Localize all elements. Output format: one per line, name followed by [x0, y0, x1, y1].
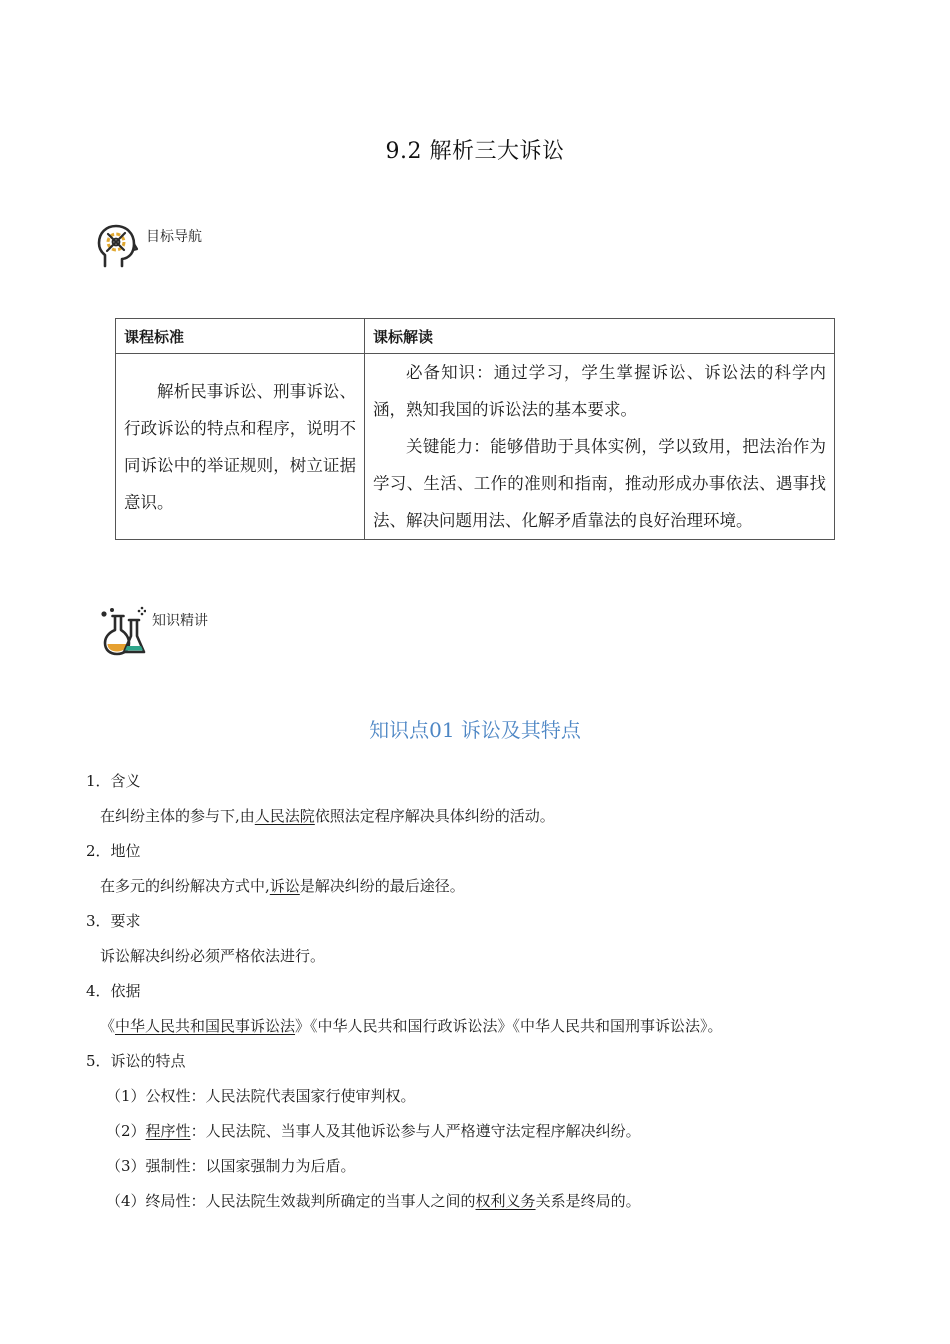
- header-standard-interpretation: 课标解读: [365, 319, 835, 354]
- standards-table: [115, 318, 835, 540]
- table-row: [116, 354, 835, 540]
- text: 依照法定程序解决具体纠纷的活动。: [314, 807, 555, 825]
- text: （2）: [106, 1122, 146, 1140]
- heading-meaning: 1．含义: [86, 772, 141, 790]
- paragraph-meaning: [86, 799, 866, 834]
- heading-features: 5．诉讼的特点: [86, 1052, 186, 1070]
- text: 在纠纷主体的参与下,由: [100, 807, 255, 825]
- section-knowledge-explained: [98, 606, 208, 660]
- page-title: 9.2 解析三大诉讼: [385, 139, 565, 164]
- text: 》《中华人民共和国行政诉讼法》《中华人民共和国刑事诉讼法》。: [295, 1017, 723, 1035]
- feature-item: [86, 1114, 866, 1149]
- text: （4）终局性：人民法院生效裁判所确定的当事人之间的: [106, 1192, 476, 1210]
- underlined-term: 人民法院: [254, 807, 315, 825]
- header-course-standard: 课程标准: [116, 319, 365, 354]
- underlined-term: 程序性: [145, 1122, 191, 1140]
- underlined-term: 权利义务: [475, 1192, 536, 1210]
- underlined-term: 中华人民共和国民事诉讼法: [115, 1017, 296, 1035]
- feature-item: （3）强制性：以国家强制力为后盾。: [106, 1157, 356, 1175]
- paragraph-status: [86, 869, 866, 904]
- course-standard-cell: [116, 354, 365, 540]
- text: 关系是终局的。: [535, 1192, 641, 1210]
- section-goal-navigation: [96, 222, 202, 274]
- interpretation-ability: 关键能力：能够借助于具体实例，学以致用，把法治作为学习、生活、工作的准则和指南，推动形成办事依法、遇事找法、解决问题用法、化解矛盾靠法的良好治理环境。: [373, 437, 826, 530]
- section-label: 目标导航: [146, 229, 202, 245]
- heading-requirement: 3．要求: [86, 912, 141, 930]
- heading-status: 2．地位: [86, 842, 141, 860]
- text: ：人民法院、当事人及其他诉讼参与人严格遵守法定程序解决纠纷。: [190, 1122, 641, 1140]
- feature-item: （1）公权性：人民法院代表国家行使审判权。: [106, 1087, 416, 1105]
- brain-gear-icon: [96, 222, 140, 274]
- knowledge-point-title: 知识点01 诉讼及其特点: [369, 718, 581, 742]
- text: 《: [100, 1017, 116, 1035]
- paragraph-requirement: 诉讼解决纠纷必须严格依法进行。: [100, 947, 326, 965]
- feature-item: [86, 1184, 866, 1219]
- interpretation-cell: [365, 354, 835, 540]
- knowledge-point-body: [86, 764, 866, 1219]
- text: 是解决纠纷的最后途径。: [299, 877, 465, 895]
- underlined-term: 诉讼: [269, 877, 300, 895]
- interpretation-knowledge: 必备知识：通过学习，学生掌握诉讼、诉讼法的科学内涵，熟知我国的诉讼法的基本要求。: [373, 363, 826, 419]
- table-header-row: [116, 319, 835, 354]
- course-standard-text: 解析民事诉讼、刑事诉讼、行政诉讼的特点和程序，说明不同诉讼中的举证规则，树立证据意识。: [124, 381, 356, 512]
- text: 在多元的纠纷解决方式中,: [100, 877, 270, 895]
- paragraph-basis: [86, 1009, 866, 1044]
- section-label: 知识精讲: [152, 613, 208, 629]
- flask-icon: [98, 606, 146, 660]
- heading-basis: 4．依据: [86, 982, 141, 1000]
